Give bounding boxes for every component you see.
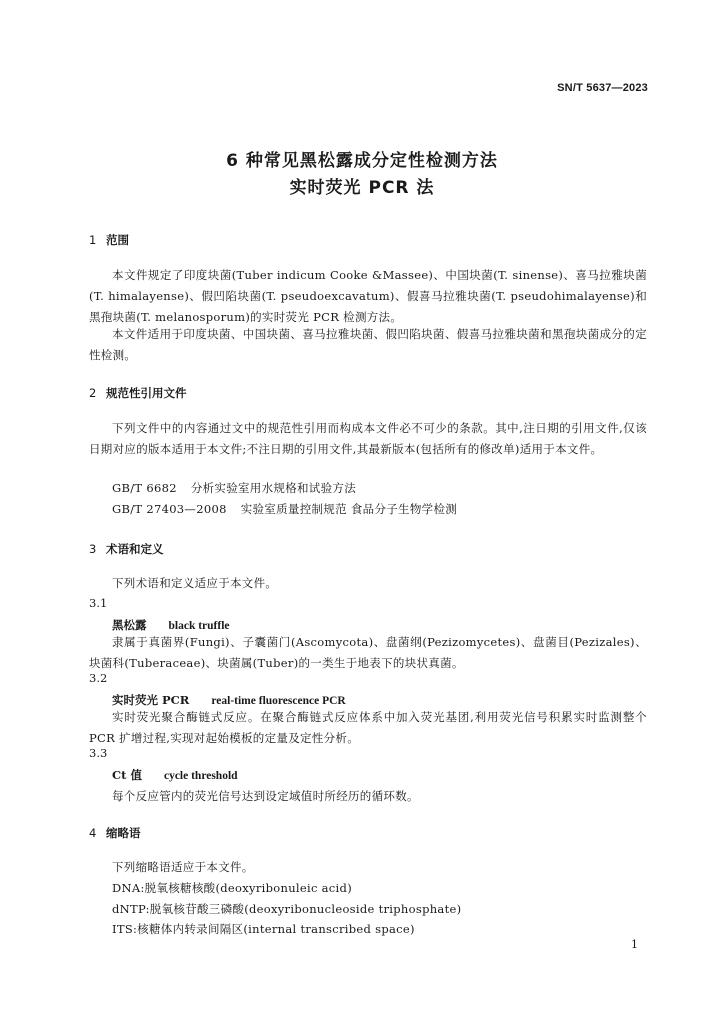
term-3-3-number: 3.3 [89, 746, 108, 760]
page-number: 1 [631, 938, 638, 951]
reference-title: 分析实验室用水规格和试验方法 [190, 481, 357, 495]
section-2-heading [89, 385, 187, 401]
term-3-1-number: 3.1 [89, 596, 108, 610]
section-1-paragraph-1: 本文件规定了印度块菌(Tuber indicum Cooke &Massee)、中国块菌(T. sinense)、喜马拉雅块菌(T. himalayense)、假凹陷块菌(T. pseudoexcavatum)、假喜马拉雅块菌(T. pseudohimalayense)和黑孢块菌(T. melanosporum)的实时荧光 PCR 检测方法。 [89, 268, 647, 324]
term-3-2-number: 3.2 [89, 671, 108, 685]
section-title: 规范性引用文件 [106, 386, 187, 400]
section-title: 缩略语 [106, 826, 141, 840]
term-en: black truffle [168, 620, 230, 632]
abbreviation-its: ITS:核糖体内转录间隔区(internal transcribed space) [112, 922, 415, 936]
abbreviation-dntp: dNTP:脱氧核苷酸三磷酸(deoxyribonucleoside triphosphate) [112, 902, 462, 916]
term-3-1-definition: 隶属于真菌界(Fungi)、子囊菌门(Ascomycota)、盘菌纲(Pezizomycetes)、盘菌目(Pezizales)、块菌科(Tuberaceae)、块菌属(Tuber)的一类生于地表下的块状真菌。 [89, 635, 647, 670]
section-title: 术语和定义 [106, 542, 164, 556]
section-number: 1 [89, 233, 97, 247]
section-title: 范围 [106, 233, 129, 247]
section-1-paragraph-2: 本文件适用于印度块菌、中国块菌、喜马拉雅块菌、假凹陷块菌、假喜马拉雅块菌和黑孢块菌成分的定性检测。 [89, 327, 647, 362]
section-4-intro: 下列缩略语适应于本文件。 [112, 860, 254, 874]
standard-code: SN/T 5637—2023 [557, 82, 648, 94]
term-3-1 [112, 617, 230, 633]
abbreviation-dna: DNA:脱氧核糖核酸(deoxyribonuleic acid) [112, 881, 352, 895]
reference-code: GB/T 6682 [112, 481, 177, 495]
section-2-paragraph-1: 下列文件中的内容通过文中的规范性引用而构成本文件必不可少的条款。其中,注日期的引用文件,仅该日期对应的版本适用于本文件;不注日期的引用文件,其最新版本(包括所有的修改单)适用于本文件。 [89, 421, 647, 456]
reference-title: 实验室质量控制规范 食品分子生物学检测 [240, 502, 458, 516]
term-cn: 实时荧光 PCR [112, 693, 190, 707]
term-cn: 黑松露 [112, 618, 147, 632]
document-title-line2: 实时荧光 PCR 法 [289, 178, 435, 198]
term-3-3-definition: 每个反应管内的荧光信号达到设定域值时所经历的循环数。 [112, 789, 419, 803]
term-3-3 [112, 767, 238, 783]
reference-code: GB/T 27403—2008 [112, 502, 227, 516]
term-en: real-time fluorescence PCR [211, 695, 346, 707]
section-number: 4 [89, 826, 97, 840]
section-4-heading [89, 825, 141, 841]
normative-reference-1 [112, 480, 356, 496]
normative-reference-2 [112, 501, 457, 517]
term-cn: Ct 值 [112, 768, 142, 782]
section-3-intro: 下列术语和定义适应于本文件。 [112, 576, 278, 590]
section-number: 3 [89, 542, 97, 556]
term-3-2 [112, 692, 346, 708]
term-3-2-definition: 实时荧光聚合酶链式反应。在聚合酶链式反应体系中加入荧光基团,利用荧光信号积累实时监测整个 PCR 扩增过程,实现对起始模板的定量及定性分析。 [89, 710, 647, 745]
term-en: cycle threshold [163, 770, 238, 782]
section-1-heading [89, 232, 129, 248]
section-number: 2 [89, 386, 97, 400]
document-title-line1: 6 种常见黑松露成分定性检测方法 [226, 151, 498, 171]
section-3-heading [89, 541, 164, 557]
